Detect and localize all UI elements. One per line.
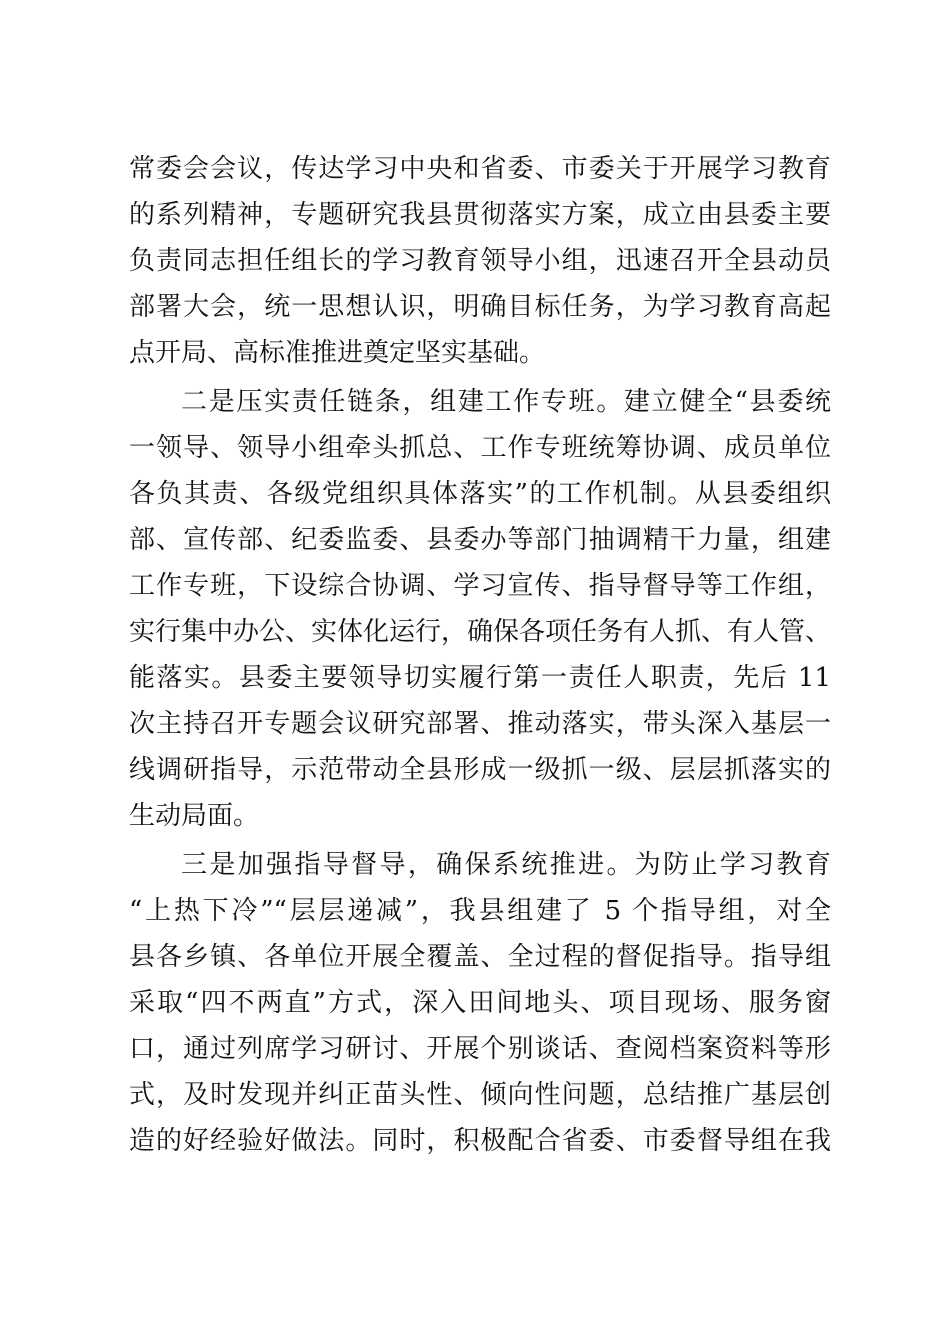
text-line: 生动局面。 [129,801,260,831]
body-text [129,146,831,1164]
text-line: 实行集中办公、实体化运行，确保各项任务有人抓、有人管、 [129,617,832,647]
paragraph-1 [129,146,831,376]
text-line: 次主持召开专题会议研究部署、推动落实，带头深入基层一 [129,709,831,739]
paragraph-3 [129,842,831,1164]
text-line: 能落实。县委主要领导切实履行第一责任人职责，先后 11 [129,663,831,693]
text-line: 点开局、高标准推进奠定坚实基础。 [129,338,546,368]
text-line: 部、宣传部、纪委监委、县委办等部门抽调精干力量，组建 [129,525,831,555]
paragraph-2 [129,379,831,839]
text-line: “上热下冷”“层层递减”，我县组建了 5 个指导组，对全 [129,896,831,926]
text-line: 县各乡镇、各单位开展全覆盖、全过程的督促指导。指导组 [129,942,831,972]
text-line: 的系列精神，专题研究我县贯彻落实方案，成立由县委主要 [129,200,831,230]
text-line: 部署大会，统一思想认识，明确目标任务，为学习教育高起 [129,292,831,322]
text-line: 式，及时发现并纠正苗头性、倾向性问题，总结推广基层创 [129,1080,831,1110]
text-line: 线调研指导，示范带动全县形成一级抓一级、层层抓落实的 [129,755,831,785]
text-line: 二是压实责任链条，组建工作专班。建立健全“县委统 [181,387,831,417]
text-line: 工作专班，下设综合协调、学习宣传、指导督导等工作组， [129,571,831,601]
text-line: 造的好经验好做法。同时，积极配合省委、市委督导组在我 [129,1126,831,1156]
text-line: 一领导、领导小组牵头抓总、工作专班统筹协调、成员单位 [129,433,831,463]
text-line: 常委会会议，传达学习中央和省委、市委关于开展学习教育 [129,154,831,184]
text-line: 各负其责、各级党组织具体落实”的工作机制。从县委组织 [129,479,831,509]
text-line: 采取“四不两直”方式，深入田间地头、项目现场、服务窗 [129,988,831,1018]
text-line: 负责同志担任组长的学习教育领导小组，迅速召开全县动员 [129,246,831,276]
text-line: 三是加强指导督导，确保系统推进。为防止学习教育 [181,850,831,880]
text-line: 口，通过列席学习研讨、开展个别谈话、查阅档案资料等形 [129,1034,831,1064]
